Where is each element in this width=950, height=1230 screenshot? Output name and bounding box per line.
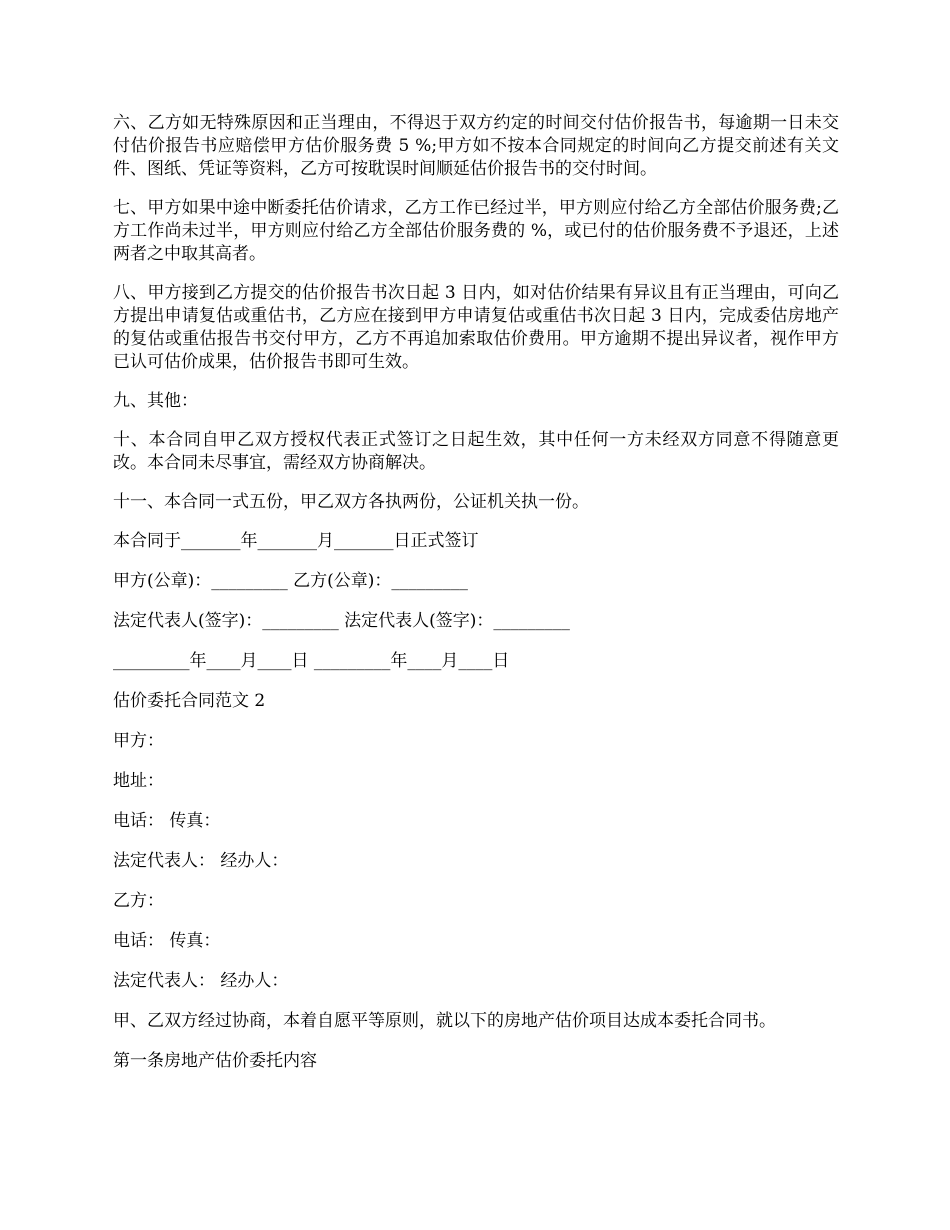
clause-11: 十一、本合同一式五份，甲乙双方各执两份，公证机关执一份。: [113, 492, 589, 512]
agreement-intro: 甲、乙双方经过协商，本着自愿平等原则，就以下的房地产估价项目达成本委托合同书。: [113, 1011, 776, 1031]
signing-date-line: 本合同于_______年_______月_______日正式签订: [113, 531, 479, 551]
clause-9: 九、其他：: [113, 391, 198, 411]
phone-fax-label-b: 电话： 传真：: [113, 931, 221, 951]
representative-agent-label-b: 法定代表人： 经办人：: [113, 971, 289, 991]
clause-6: 六、乙方如无特殊原因和正当理由，不得迟于双方约定的时间交付估价报告书，每逾期一日未交付估价报告书应赔偿甲方估价服务费 5 %;甲方如不按本合同规定的时间向乙方提交前述有关文件、图纸、凭证等资料，乙方可按耽误时间顺延估价报告书的交付时间。: [113, 113, 839, 179]
clause-7: 七、甲方如果中途中断委托估价请求，乙方工作已经过半，甲方则应付给乙方全部估价服务费;乙方工作尚未过半，甲方则应付给乙方全部估价服务费的 %，或已付的估价服务费不予退还，上述两者之中取其高者。: [113, 198, 839, 264]
address-label: 地址：: [113, 771, 164, 791]
party-b-label: 乙方：: [113, 891, 164, 911]
document-page: [113, 112, 839, 1090]
seal-line: 甲方(公章)：_________ 乙方(公章)：_________: [113, 571, 468, 591]
party-a-label: 甲方：: [113, 731, 164, 751]
article-1-heading: 第一条房地产估价委托内容: [113, 1051, 317, 1071]
phone-fax-label-a: 电话： 传真：: [113, 811, 221, 831]
clause-10: 十、本合同自甲乙双方授权代表正式签订之日起生效，其中任何一方未经双方同意不得随意更改。本合同未尽事宜，需经双方协商解决。: [113, 430, 839, 473]
representative-agent-label-a: 法定代表人： 经办人：: [113, 851, 289, 871]
clause-8: 八、甲方接到乙方提交的估价报告书次日起 3 日内，如对估价结果有异议且有正当理由，可向乙方提出申请复估或重估书，乙方应在接到甲方申请复估或重估书次日起 3 日内，完成委估房地产的复估或重估报告书交付甲方，乙方不再追加索取估价费用。甲方逾期不提出异议者，视作甲方已认可估价成果，估价报告书即可生效。: [113, 283, 839, 372]
date-blanks-line: _________年____月____日 _________年____月____日: [113, 651, 510, 671]
section-title: 估价委托合同范文 2: [113, 691, 266, 711]
representative-signature-line: 法定代表人(签字)：_________ 法定代表人(签字)：_________: [113, 611, 570, 631]
